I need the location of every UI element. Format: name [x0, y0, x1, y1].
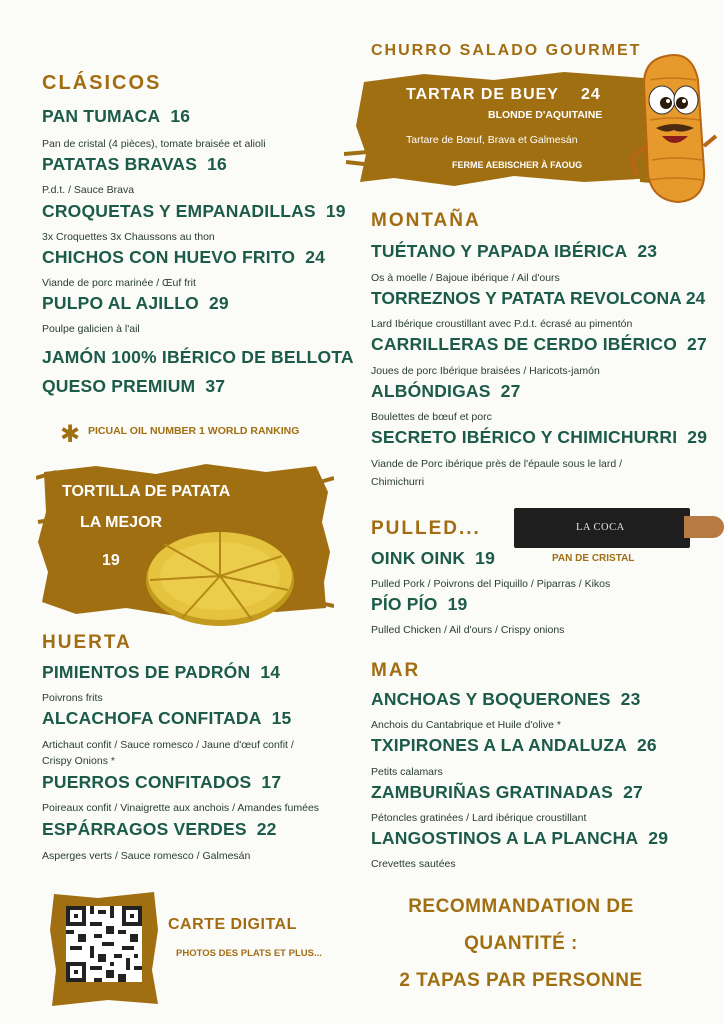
- recommendation-line-2: QUANTITÉ :: [464, 933, 578, 954]
- qr-title: CARTE DIGITAL: [168, 916, 297, 933]
- asterisk-icon: ✱: [60, 420, 81, 448]
- dish-desc: Petits calamars: [371, 766, 443, 778]
- dish-desc: Boulettes de bœuf et porc: [371, 411, 492, 423]
- dish-desc: Crevettes sautées: [371, 858, 456, 870]
- section-title-huerta: HUERTA: [42, 632, 132, 653]
- dish-tuetano: TUÉTANO Y PAPADA IBÉRICA 23: [371, 241, 658, 261]
- dish-alcachofa: ALCACHOFA CONFITADA 15: [42, 708, 292, 728]
- dish-carrilleras: CARRILLERAS DE CERDO IBÉRICO 27: [371, 334, 707, 354]
- dish-desc: Pulled Pork / Poivrons del Piquillo / Piparras / Kikos: [371, 578, 611, 590]
- dish-pulpo: PULPO AL AJILLO 29: [42, 293, 229, 313]
- recommendation-line-1: RECOMMANDATION DE: [408, 896, 634, 917]
- section-title-clasicos: CLÁSICOS: [42, 72, 162, 94]
- section-title-mar: MAR: [371, 660, 421, 681]
- dish-desc: Pulled Chicken / Ail d'ours / Crispy onions: [371, 624, 565, 636]
- dish-zamburinas: ZAMBURIÑAS GRATINADAS 27: [371, 782, 643, 802]
- churro-mascot-image: [626, 50, 720, 206]
- dish-albondigas: ALBÓNDIGAS 27: [371, 381, 521, 401]
- tortilla-price: 19: [102, 552, 120, 569]
- dish-desc: Anchois du Cantabrique et Huile d'olive *: [371, 719, 561, 731]
- dish-desc: Poulpe galicien à l'ail: [42, 323, 140, 335]
- section-title-churro: CHURRO SALADO GOURMET: [371, 42, 642, 59]
- section-title-pulled: PULLED...: [371, 518, 481, 539]
- churro-dish: TARTAR DE BUEY 24: [406, 86, 601, 103]
- bread-image: [684, 516, 724, 538]
- dish-desc: Viande de Porc ibérique près de l'épaule sous le lard /: [371, 458, 623, 470]
- dish-anchoas: ANCHOAS Y BOQUERONES 23: [371, 689, 641, 709]
- dish-desc-2: Chimichurri: [371, 476, 425, 488]
- recommendation-note: [366, 888, 676, 999]
- dish-pio-pio: PÍO PÍO 19: [371, 594, 468, 614]
- tortilla-title: TORTILLA DE PATATA: [62, 483, 231, 500]
- tortilla-subtitle: LA MEJOR: [80, 514, 163, 531]
- dish-desc: Poivrons frits: [42, 692, 103, 704]
- recommendation-line-3: 2 TAPAS PAR PERSONNE: [399, 970, 643, 991]
- bread-label: PAN DE CRISTAL: [552, 553, 635, 564]
- dish-oink-oink: OINK OINK 19: [371, 548, 496, 568]
- dish-desc: Asperges verts / Sauce romesco / Galmesán: [42, 850, 251, 862]
- dish-puerros: PUERROS CONFITADOS 17: [42, 772, 282, 792]
- dish-jamon: JAMÓN 100% IBÉRICO DE BELLOTA: [42, 347, 354, 367]
- tortilla-image: [142, 524, 298, 630]
- churro-sub: BLONDE D'AQUITAINE: [488, 109, 603, 121]
- dish-desc: Viande de porc marinée / Œuf frit: [42, 277, 196, 289]
- churro-farm: FERME AEBISCHER À FAOUG: [452, 160, 583, 170]
- dish-langostinos: LANGOSTINOS A LA PLANCHA 29: [371, 828, 669, 848]
- dish-chichos: CHICHOS CON HUEVO FRITO 24: [42, 247, 326, 267]
- qr-code-icon[interactable]: [66, 906, 142, 982]
- dish-croquetas: CROQUETAS Y EMPANADILLAS 19: [42, 201, 346, 221]
- section-title-montana: MONTAÑA: [371, 210, 481, 231]
- dish-desc: Pan de cristal (4 pièces), tomate braisée et alioli: [42, 138, 266, 150]
- dish-desc: Pétoncles gratinées / Lard ibérique croustillant: [371, 812, 587, 824]
- dish-txipirones: TXIPIRONES A LA ANDALUZA 26: [371, 735, 657, 755]
- dish-patatas-bravas: PATATAS BRAVAS 16: [42, 154, 227, 174]
- qr-subtitle: PHOTOS DES PLATS ET PLUS...: [176, 948, 322, 959]
- dish-esparragos: ESPÁRRAGOS VERDES 22: [42, 819, 277, 839]
- dish-pimientos: PIMIENTOS DE PADRÓN 14: [42, 662, 281, 682]
- picual-note: PICUAL OIL NUMBER 1 WORLD RANKING: [88, 425, 300, 437]
- bread-brand: LA COCA: [576, 522, 625, 533]
- dish-secreto: SECRETO IBÉRICO Y CHIMICHURRI 29: [371, 427, 708, 447]
- dish-desc: Joues de porc Ibérique braisées / Haricots-jamón: [371, 365, 600, 377]
- dish-desc: Os à moelle / Bajoue ibérique / Ail d'ours: [371, 272, 560, 284]
- dish-torreznos: TORREZNOS Y PATATA REVOLCONA 24: [371, 288, 706, 308]
- dish-desc: Lard Ibérique croustillant avec P.d.t. écrasé au pimentón: [371, 318, 633, 330]
- dish-pan-tumaca: PAN TUMACA 16: [42, 106, 191, 126]
- dish-desc-2: Crispy Onions *: [42, 755, 115, 767]
- dish-desc: 3x Croquettes 3x Chaussons au thon: [42, 231, 215, 243]
- dish-desc: Artichaut confit / Sauce romesco / Jaune d'œuf confit /: [42, 739, 294, 751]
- dish-desc: P.d.t. / Sauce Brava: [42, 184, 135, 196]
- churro-desc: Tartare de Bœuf, Brava et Galmesán: [406, 134, 578, 146]
- dish-queso: QUESO PREMIUM 37: [42, 376, 226, 396]
- dish-desc: Poireaux confit / Vinaigrette aux anchois / Amandes fumées: [42, 802, 320, 814]
